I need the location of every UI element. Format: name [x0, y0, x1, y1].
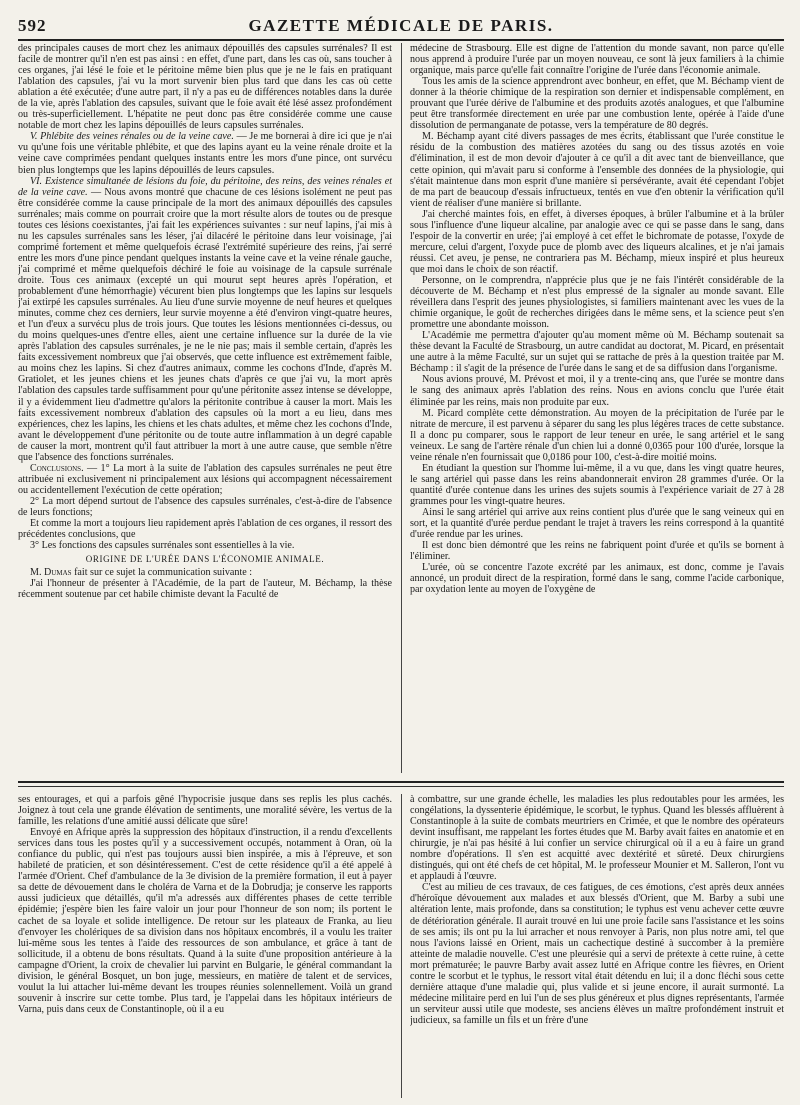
paragraph [18, 567, 392, 578]
paragraph: L'urée, où se concentre l'azote excrété par les animaux, est donc, comme je l'avais annoncé, un produit direct de la respiration, formé dans le sang, comme l'acide carbonique, par oxydation lente au moyen de l'oxygène de [410, 562, 784, 596]
upper-right-column [410, 43, 784, 773]
paragraph [18, 463, 392, 496]
paragraph: médecine de Strasbourg. Elle est digne de l'attention du monde savant, non parce qu'elle nous apprend à produire l'urée par un moyen nouveau, ce sont là jeux familiers à la chimie organique, mais parce qu'elle fait connaître l'origine de l'urée dans l'économie animale. [410, 43, 784, 77]
paragraph-text: — Je me bornerai à dire ici que je n'ai vu qu'une fois une véritable phlébite, et que des lapins ayant eu la veine rénale droite et la veine cave comprimées pendant quelques instants entre les mors d'une pince, ont survécu bien plus longtemps que les lapins dépouillés de leurs capsules. [18, 131, 392, 176]
paragraph: Et comme la mort a toujours lieu rapidement après l'ablation de ces organes, il ressort des précédentes conclusions, que [18, 518, 392, 541]
section-title: ORIGINE DE L'URÉE DANS L'ÉCONOMIE ANIMALE. [85, 554, 325, 565]
speaker-name: M. Dumas [30, 567, 72, 579]
paragraph: Personne, on le comprendra, n'apprécie plus que je ne fais l'intérêt considérable de la découverte de M. Béchamp et n'est plus empressé de la signaler au monde savant. Elle réveillera dans l'esprit des jeunes physiologistes, si familiers maintenant avec les vues de la chimie organique, le goût de recherches dirigées dans le même sens, et la science peut s'en promettre une abondante moisson. [410, 274, 784, 331]
paragraph: J'ai l'honneur de présenter à l'Académie, de la part de l'auteur, M. Béchamp, la thèse récemment soutenue par cet habile chimiste devant la Faculté de [18, 578, 392, 601]
paragraph-text: — Nous avons montré que chacune de ces lésions isolément ne peut pas être considérée comme la cause principale de la mort des animaux dépouillés des capsules surrénales; mais comme on pourrait croire que la mort résulte alors de toutes ou de presque toutes ces lésions coexistantes, j'ai fait les expériences suivantes : sur neuf lapins, j'ai mis à nu les capsules surrénales sans les léser, j'ai dilacéré le péritoine dans leur voisinage, j'ai comprimé fortement et même quelquefois écrasé l'extrémité supérieure des reins, j'ai serré entre les mors d'une pince pendant quelques instants la veine cave et la veine rénale gauche, j'ai comprimé et même quelquefois déchiré le foie au voisinage de la capsule surrénale droite. Tous ces animaux (excepté un qui mourut sept heures après l'opération, et probablement d'une hémorrhagie) vécurent bien plus longtemps que les lapins sur lesquels j'ai extirpé les capsules surrénales. Au lieu d'une survie moyenne de neuf heures et quelques minutes, comme chez ces derniers, leur survie moyenne a été d'environ vingt-quatre heures, et l'un d'eux a survécu plus de trois jours. Que toutes les lésions mentionnées ci-dessus, ou du moins quelques-unes d'entre elles, aient une certaine influence sur la durée de la vie après l'ablation des capsules surrénales, je ne le nie pas; mais il semble certain, d'après les faits excessivement nombreux que j'ai observés, que cette influence est extrêmement faible, au moins chez les lapins. Si chez d'autres animaux, comme les cochons d'Inde, d'après M. Gratiolet, et les jeunes chiens et les jeunes chats d'après ce que j'ai vu, la mort après l'ablation des capsules tarde suffisamment pour qu'une péritonite assez intense se développe, il y a évidemment lieu d'admettre qu'alors la péritonite contribue à causer la mort. Mais les faits excessivement nombreux d'ablation des capsules où la mort a eu lieu, dans mes expériences, chez les lapins, les chiens et les chats adultes, et même chez les cochons d'Inde, avant le développement d'une péritonite ou de toute autre inflammation à un degré capable de causer la mort, montrent qu'il faut attribuer la mort à une autre cause, que semble n'être que l'absence des fonctions surrénales. [18, 186, 392, 463]
paragraph: M. Picard complète cette démonstration. Au moyen de la précipitation de l'urée par le nitrate de mercure, il est parvenu à séparer du sang les plus légères traces de cette substance. Il a donc pu comparer, sous le rapport de leur teneur en urée, le sang artériel et le sang veineux. Le sang de l'artère rénale d'un chien lui a donné 0,0365 pour 100 d'urée, lorsque la veine rénale n'en fournissait que 0,0186 pour 100, c'est-à-dire moitié moins. [410, 407, 784, 463]
paragraph: Il est donc bien démontré que les reins ne fabriquent point d'urée et qu'ils se bornent à l'éliminer. [410, 540, 784, 563]
section-rule [18, 786, 784, 787]
paragraph-text: fait sur ce sujet la communication suivante : [71, 567, 253, 579]
running-title: GAZETTE MÉDICALE DE PARIS. [248, 16, 554, 35]
paragraph: En étudiant la question sur l'homme lui-même, il a vu que, dans les vingt quatre heures, le sang artériel qui passe dans les reins abandonnerait environ 28 grammes d'urée. Or la quantité d'urée contenue dans les urines des sujets soumis à l'expérience variait de 27 à 28 grammes pour les vingt-quatre heures. [410, 462, 784, 507]
page-number: 592 [18, 16, 47, 35]
header-rule [18, 39, 784, 41]
paragraph [18, 131, 392, 175]
section-rule [18, 781, 784, 783]
paragraph: C'est au milieu de ces travaux, de ces fatigues, de ces émotions, c'est après deux années d'héroïque dévouement aux malades et aux blessés d'Orient, que M. Barby a subi une altération lente, mais profonde, dans sa constitution; le typhus est venu achever cette œuvre de détérioration générale. Il aurait trouvé en lui une proie facile sans l'assistance et les soins de ses amis; ils ont pu la lui arracher et nous renvoyer à Paris, non plus notre ami, tel que nous l'avions laissé en Orient, mais un cachectique destiné à succomber à la première atteinte de maladie nouvelle. C'est une pleurésie qui a servi de prétexte à cette ruine, à cette mort prématurée; le pauvre Barby avait assez lutté en Afrique contre les fièvres, en Orient contre le scorbut et le typhus, le ressort vital était détendu en lui; il a donc fléchi sous cette dernière attaque d'une maladie qui, plus valide et si jeune encore, il aurait surmonté. La médecine militaire perd en lui l'un de ses plus généreux et plus dignes représentants, l'armée un serviteur aussi utile que modeste, ses anciens élèves un maître profondément instruit et judicieux, sa famille un fils et un frère d'une [410, 882, 784, 1026]
subsection-heading: VI. Existence simultanée de lésions du foie, du péritoine, des reins, des veines rénales et de la veine cave. [18, 175, 392, 198]
subsection-heading: V. Phlébite des veines rénales ou de la veine cave. [30, 131, 234, 143]
lower-left-column [18, 794, 392, 1098]
paragraph: J'ai cherché maintes fois, en effet, à diverses époques, à brûler l'albumine et à la brûler sous l'influence d'une liqueur alcaline, par analogie avec ce qui se passe dans le sang, dans l'espoir de la convertir en urée; j'ai employé à cet effet le bichromate de potasse, l'oxyde de mercure, celui d'argent, l'oxyde puce de plomb avec des liqueurs alcalines, et je n'ai jamais réussi. Cet aveu, je pense, ne contrariera pas M. Béchamp, mieux inspiré et plus heureux que moi dans le choix de son réactif. [410, 208, 784, 275]
paragraph [18, 176, 392, 463]
upper-left-column [18, 43, 392, 773]
paragraph: M. Béchamp ayant cité divers passages de mes écrits, établissant que l'urée constitue le résidu de la combustion des matières azotées du sang ou des tissus azotés en voie d'élimination, il est de mon devoir d'ajouter à ce qu'il a dit avec tant de bienveillance, que cette opinion, qui m'avait paru si conforme à l'ensemble des données de la physiologie, qui s'était maintenue dans mon esprit d'une manière si persévérante, avait été cependant l'objet de ma part de beaucoup d'essais infructueux, tentés en vue d'en obtenir la vérification qu'il vient de réaliser d'une manière si brillante. [410, 131, 784, 209]
lower-right-column [410, 794, 784, 1098]
page-header [18, 10, 784, 40]
column-divider [401, 794, 402, 1098]
paragraph: des principales causes de mort chez les animaux dépouillés des capsules surrénales? Il est facile de montrer qu'il n'en est pas ainsi : en effet, d'une part, dans les cas où, sans toucher à ces organes, j'ai lésé le foie et le péritoine même bien plus que je ne le fais en pratiquant l'ablation des capsules, j'ai vu la mort survenir bien plus tard que dans les cas où cette ablation a été exécutée; d'une autre part, il n'y a pas eu de différences notables dans la durée de la vie, après l'ablation des capsules, suivant que le foie avait été lésé assez profondément ou très-superficiellement. L'hépatite ne peut donc pas être considérée comme une cause notable de mort chez les lapins dépouillés de leurs capsules surrénales. [18, 43, 392, 132]
column-divider [401, 43, 402, 773]
paragraph: 3° Les fonctions des capsules surrénales sont essentielles à la vie. [30, 540, 295, 552]
paragraph: Tous les amis de la science apprendront avec bonheur, en effet, que M. Béchamp vient de donner à la théorie chimique de la respiration son dernier et indispensable complément, en prouvant que l'urée dérive de l'albumine et des produits azotés analogues, et que l'albumine peut être transformée directement en urée par une combustion lente, opérée à l'aide d'une dissolution de permanganate de potasse, vers la température de 80 degrés. [410, 76, 784, 132]
paragraph: L'Académie me permettra d'ajouter qu'au moment même où M. Béchamp soutenait sa thèse devant la Faculté de Strasbourg, un autre candidat au doctorat, M. Picard, en présentait une autre à la même Faculté, sur un sujet qui se rattache de près à la question traitée par M. Béchamp : il s'agit de la présence de l'urée dans le sang et de sa diffusion dans l'organisme. [410, 330, 784, 375]
paragraph: Ainsi le sang artériel qui arrive aux reins contient plus d'urée que le sang veineux qui en sort, et la quantité d'urée perdue pendant le trajet à travers les reins correspond à la quantité d'urée rendue par les urines. [410, 506, 784, 541]
paragraph-text: — 1° La mort à la suite de l'ablation des capsules surrénales ne peut être attribuée ni exclusivement ni principalement aux lésions qui accompagnent nécessairement ou accidentellement l'exécution de cette opération; [18, 462, 392, 496]
paragraph: 2° La mort dépend surtout de l'absence des capsules surrénales, c'est-à-dire de l'absence de leurs fonctions; [18, 495, 392, 518]
paragraph: Envoyé en Afrique après la suppression des hôpitaux d'instruction, il a rendu d'excellents services dans tous les postes qu'il y a successivement occupés, notamment à Oran, où la confiance du public, qui n'est pas toujours aussi bien inspirée, a mis à l'épreuve, et son habileté de praticien, et son désintéressement. C'est de cette résidence qu'il a été appelé à l'armée d'Orient. Chef d'ambulance de la 3e division de la première formation, il eut à payer sa dette de dévouement dans le choléra de Varna et de la Dobrudja; je conserve les rapports aussi judicieux que détaillés, qu'il m'a adressés aux différentes phases de cette terrible épidémie; j'espère bien les faire valoir un jour pour l'honneur de son nom; ils portent le cachet de sa loyale et solide intelligence. De retour sur les plateaux de Franka, au lieu d'envoyer les cholériques de sa division dans nos hôpitaux encombrés, il a voulu les traiter lui-même sous les tentes à l'aide des ressources de son ambulance, et grâce à tant de sollicitude, il a obtenu de bons résultats. Quand à la suite d'une proposition antérieure à la campagne d'Orient, la croix de chevalier lui parvint en Bulgarie, le général commandant la division, le général Bosquet, un bon juge, messieurs, en matière de talent et de services, voulut la lui attacher lui-même devant les troupes réunies solennellement. Voilà un grand souvenir à inscrire sur cette tombe. Plus tard, je l'appelai dans les hôpitaux intérieurs de Varna, puis dans ceux de Constantinople, où il a eu [18, 827, 392, 1015]
paragraph: Nous avions prouvé, M. Prévost et moi, il y a trente-cinq ans, que l'urée se montre dans le sang des animaux après l'ablation des reins. Nous en avions conclu que l'urée était éliminée par les reins, mais non produite par eux. [410, 374, 784, 408]
newspaper-page [18, 10, 784, 1098]
paragraph: à combattre, sur une grande échelle, les maladies les plus redoutables pour les armées, les congélations, la dyssenterie épidémique, le scorbut, le typhus. Quand les blessés affluèrent à Constantinople à la suite de combats meurtriers en Crimée, et que le nombre des opérateurs devint insuffisant, me rappelant les fortes études que M. Barby avait faites en anatomie et en chirurgie, je n'ai pas hésité à lui confier un service chirurgical où il a eu à faire un grand nombre d'opérations. Il s'en est acquitté avec dextérité et sûreté. Deux chirurgiens distingués, qui ont été chefs de cet hôpital, M. le professeur Mounier et M. Salleron, l'ont vu et applaudi à l'œuvre. [410, 794, 784, 883]
paragraph: ses entourages, et qui a parfois gêné l'hypocrisie jusque dans ses replis les plus cachés. Joignez à tout cela une grande élévation de sentiments, une moralité sévère, les vertus de la famille, les relations d'une amitié aussi délicate que sûre! [18, 794, 392, 828]
conclusions-heading: Conclusions. [30, 462, 84, 474]
